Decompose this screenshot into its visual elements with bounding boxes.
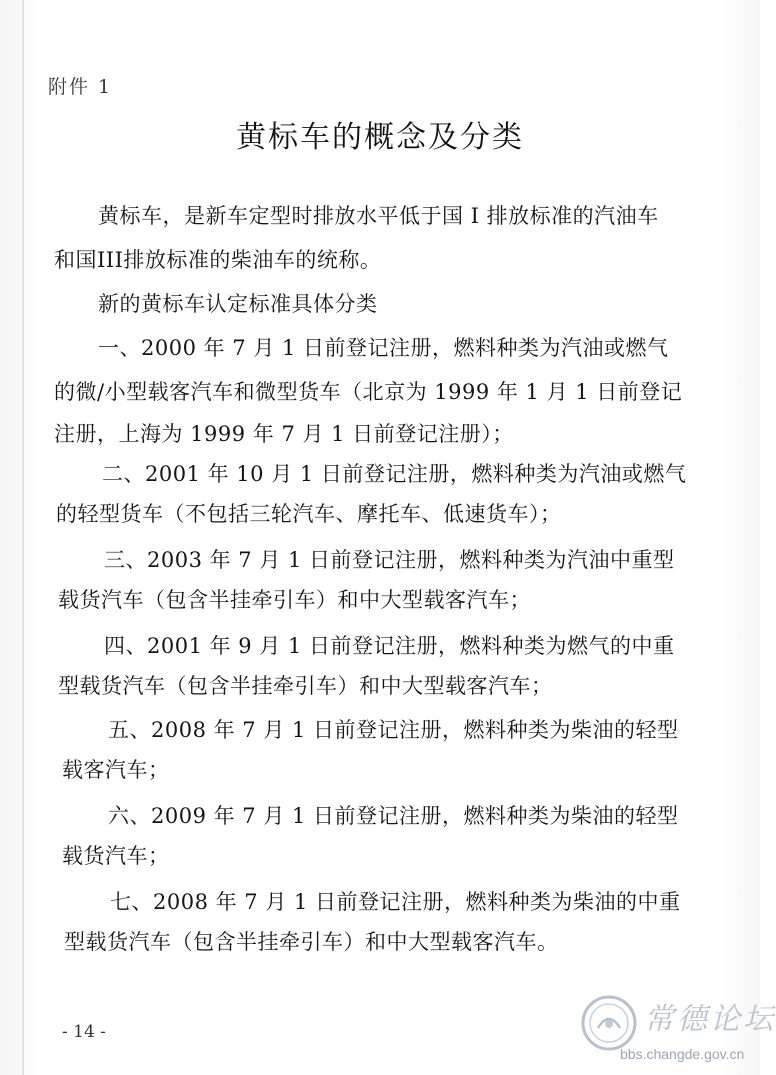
- attachment-label: 附件 1: [48, 76, 113, 98]
- forum-seal-icon: [580, 994, 638, 1052]
- body-line-18: 型载货汽车（包含半挂牵引车）和中大型载客汽车。: [64, 930, 559, 954]
- body-line-6: 注册，上海为 1999 年 7 月 1 日前登记注册）；: [54, 422, 514, 446]
- body-line-12: 型载货汽车（包含半挂牵引车）和中大型载客汽车；: [58, 674, 553, 698]
- document-title: 黄标车的概念及分类: [236, 120, 524, 155]
- body-line-8: 的轻型货车（不包括三轮汽车、摩托车、低速货车）；: [56, 502, 562, 526]
- body-line-11: 四、2001 年 9 月 1 日前登记注册，燃料种类为燃气的中重: [104, 634, 675, 658]
- body-line-2: 和国III排放标准的柴油车的统称。: [54, 248, 382, 272]
- body-line-13: 五、2008 年 7 月 1 日前登记注册，燃料种类为柴油的轻型: [108, 718, 679, 742]
- body-line-15: 六、2009 年 7 月 1 日前登记注册，燃料种类为柴油的轻型: [108, 804, 679, 828]
- body-line-3: 新的黄标车认定标准具体分类: [98, 292, 378, 316]
- watermark-site-name: 常德论坛: [644, 1002, 776, 1037]
- page-number: - 14 -: [62, 1022, 106, 1042]
- body-line-17: 七、2008 年 7 月 1 日前登记注册，燃料种类为柴油的中重: [110, 890, 681, 914]
- body-line-14: 载客汽车；: [62, 758, 170, 782]
- body-line-4: 一、2000 年 7 月 1 日前登记注册，燃料种类为汽油或燃气: [98, 336, 669, 360]
- body-line-9: 三、2003 年 7 月 1 日前登记注册，燃料种类为汽油中重型: [104, 548, 675, 572]
- forum-watermark: [580, 990, 776, 1070]
- body-line-5: 的微/小型载客汽车和微型货车（北京为 1999 年 1 月 1 日前登记: [54, 380, 683, 404]
- watermark-url: bbs.changde.gov.cn: [620, 1046, 745, 1062]
- body-line-16: 载货汽车；: [62, 844, 170, 868]
- body-line-1: 黄标车，是新车定型时排放水平低于国 I 排放标准的汽油车: [98, 204, 659, 228]
- body-line-7: 二、2001 年 10 月 1 日前登记注册，燃料种类为汽油或燃气: [102, 462, 687, 486]
- scan-edge: [22, 0, 24, 1075]
- body-line-10: 载货汽车（包含半挂牵引车）和中大型载客汽车；: [58, 588, 531, 612]
